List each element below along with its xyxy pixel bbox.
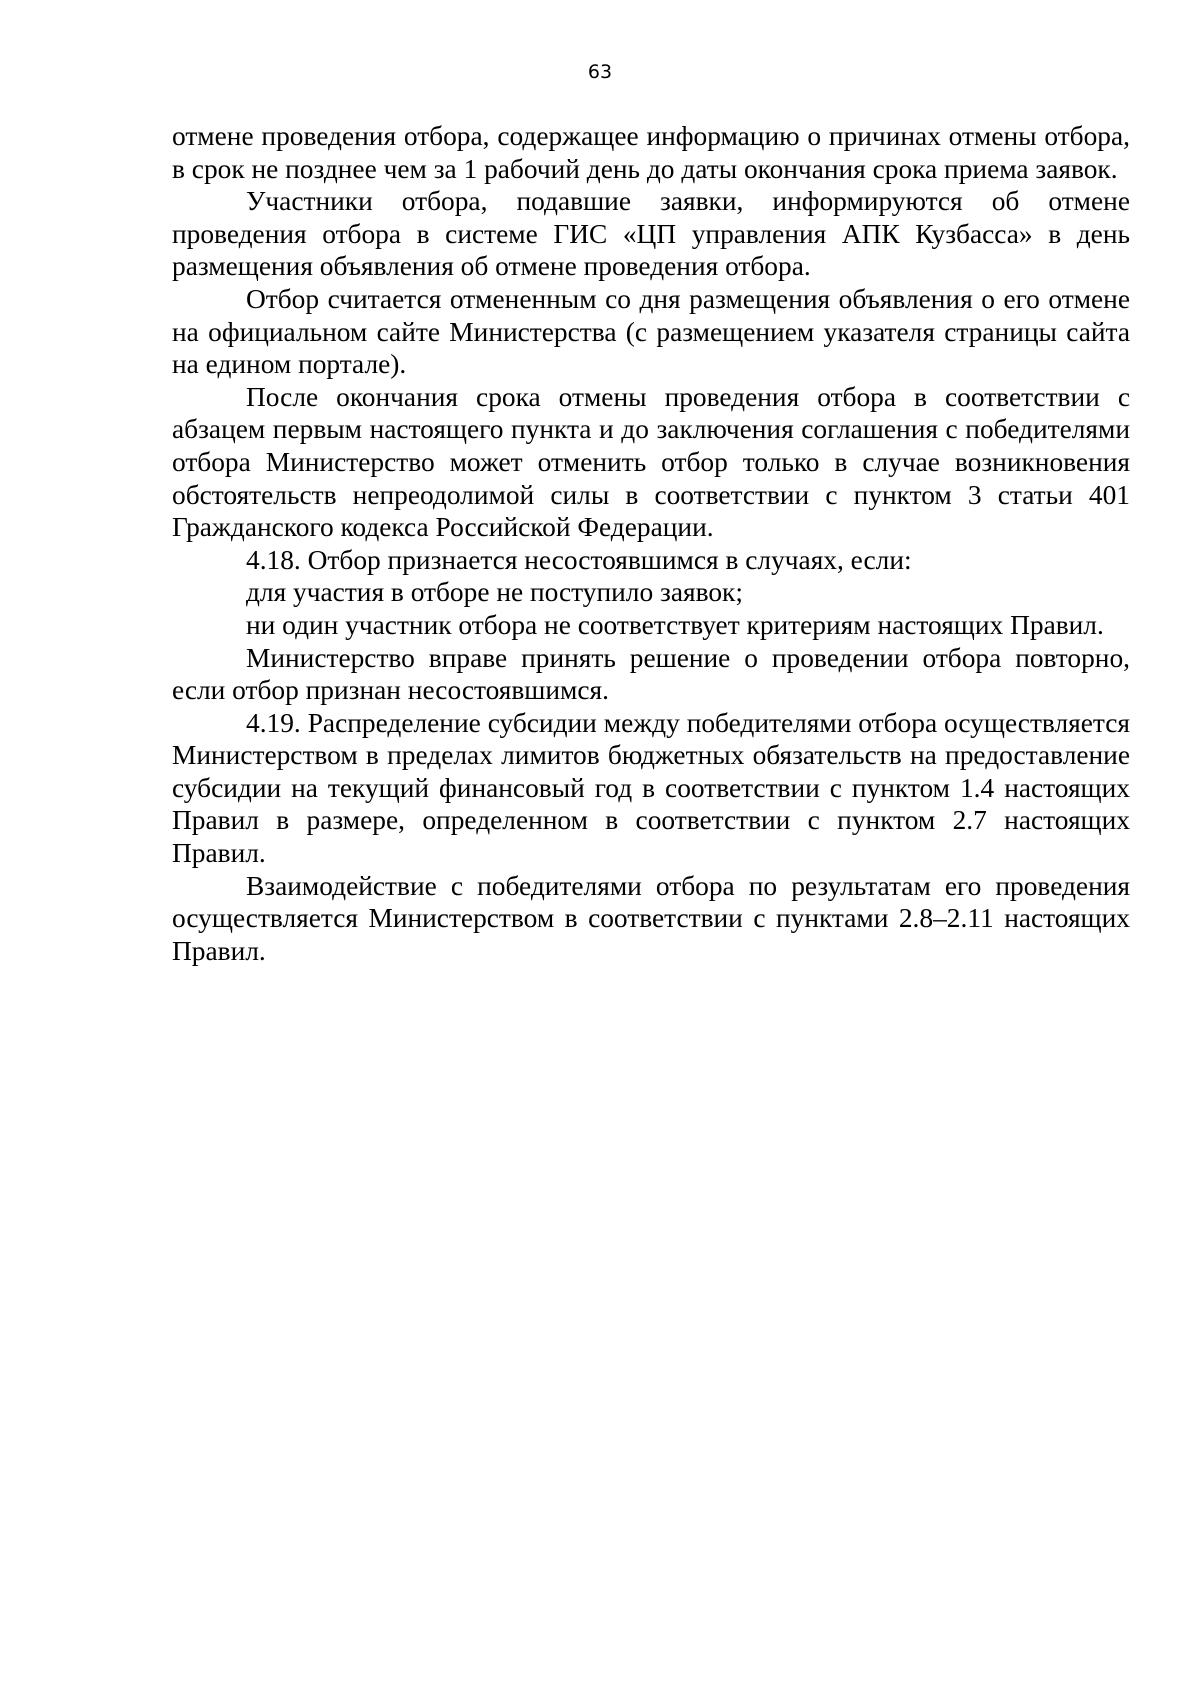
paragraph-continuation: отмене проведения отбора, содержащее информацию о причинах отмены отбора, в срок не позднее чем за 1 рабочий день до даты окончания срока приема заявок.: [172, 121, 1130, 184]
paragraph-4-18: 4.18. Отбор признается несостоявшимся в случаях, если:: [246, 544, 912, 575]
paragraph-interaction: Взаимодействие с победителями отбора по результатам его проведения осуществляется Министерством в соответствии с пунктами 2.8–2.11 настоящих Правил.: [172, 870, 1130, 966]
paragraph-repeat-selection: Министерство вправе принять решение о проведении отбора повторно, если отбор признан несостоявшимся.: [172, 642, 1130, 706]
paragraph-participants-informed: Участники отбора, подавшие заявки, информируются об отмене проведения отбора в системе ГИС «ЦП управления АПК Кузбасса» в день размещения объявления об отмене проведения отбора.: [172, 186, 1130, 282]
paragraph-4-19: 4.19. Распределение субсидии между победителями отбора осуществляется Министерством в пределах лимитов бюджетных обязательств на предоставление субсидии на текущий финансовый год в соответствии с пунктом 1.4 настоящих Правил в размере, определенном в соответствии с пунктом 2.7 настоящих Правил.: [172, 707, 1130, 869]
document-body: [172, 120, 1130, 967]
paragraph-cancellation-date: Отбор считается отмененным со дня размещения объявления о его отмене на официальном сайте Министерства (с размещением указателя страницы сайта на едином портале).: [172, 283, 1130, 380]
paragraph-no-criteria-match: ни один участник отбора не соответствует критериям настоящих Правил.: [246, 609, 1104, 640]
paragraph-force-majeure: После окончания срока отмены проведения отбора в соответствии с абзацем первым настоящего пункта и до заключения соглашения с победителями отбора Министерство может отменить отбор только в случае возникновения обстоятельств непреодолимой силы в соответствии с пунктом 3 статьи 401 Гражданского кодекса Российской Федерации.: [172, 381, 1130, 543]
page-number: 63: [587, 61, 613, 83]
paragraph-no-applications: для участия в отборе не поступило заявок;: [246, 577, 743, 608]
